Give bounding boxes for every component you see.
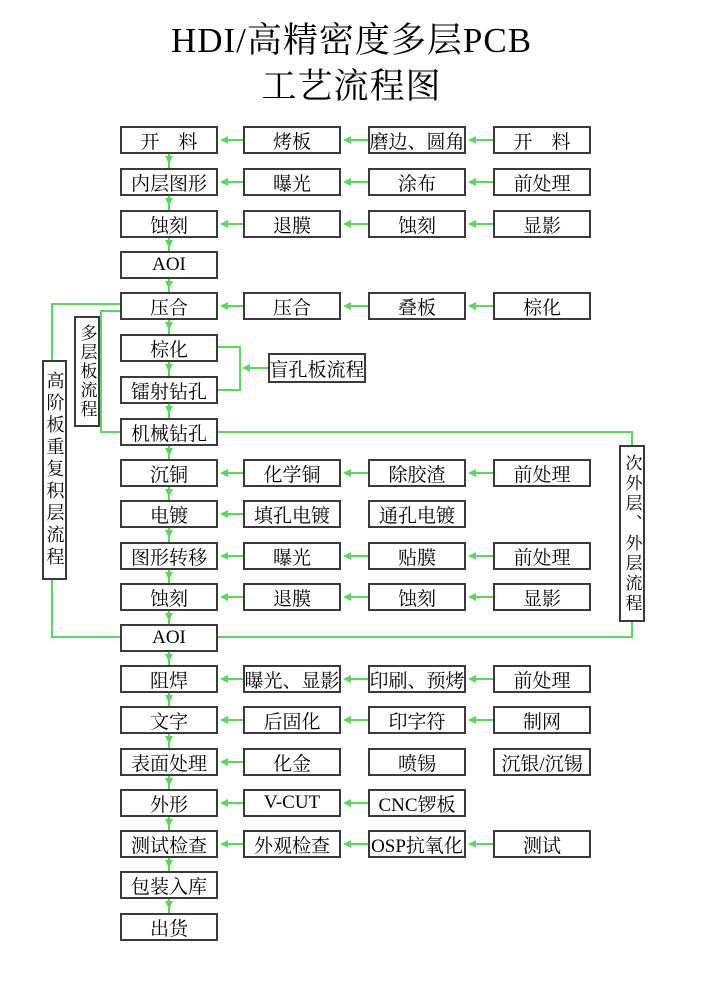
blind-via-arrow	[242, 364, 268, 372]
flow-node-r2c2: 曝光	[243, 168, 341, 196]
flow-node-r1c1: 开 料	[120, 126, 218, 154]
flow-node-r3c1: 蚀刻	[120, 210, 218, 238]
flow-node-r5c4: 棕化	[493, 292, 591, 320]
flow-node-r6c1: 棕化	[120, 334, 218, 362]
multilayer-loop-line	[101, 311, 120, 432]
side-label-outer-layer-process: 次外层、外层流程	[619, 445, 645, 622]
flow-node-r11c3: 贴膜	[368, 542, 466, 570]
flow-node-r10c3: 通孔电镀	[368, 500, 466, 528]
flow-node-r7c1: 镭射钻孔	[120, 376, 218, 404]
side-label-buildup-repeat-process: 高阶板重复积层流程	[42, 360, 67, 580]
flow-node-r18c3: OSP抗氧化	[368, 830, 466, 858]
flow-node-r12c1: 蚀刻	[120, 583, 218, 611]
flow-node-r15c3: 印字符	[368, 706, 466, 734]
flow-node-r11c4: 前处理	[493, 542, 591, 570]
flow-node-r16c4: 沉银/沉锡	[493, 748, 591, 776]
flow-node-r8c1: 机械钻孔	[120, 418, 218, 446]
flow-node-r20c1: 出货	[120, 913, 218, 941]
flow-node-r1c4: 开 料	[493, 126, 591, 154]
flow-node-r15c4: 制网	[493, 706, 591, 734]
flow-node-r11c1: 图形转移	[120, 542, 218, 570]
flow-node-r17c2: V-CUT	[243, 789, 341, 817]
flow-node-r16c2: 化金	[243, 748, 341, 776]
horizontal-arrows-col3-to-col2	[343, 136, 368, 848]
flow-node-r13c1: AOI	[120, 624, 218, 652]
flow-node-r9c2: 化学铜	[243, 459, 341, 487]
flow-node-r12c4: 显影	[493, 583, 591, 611]
flow-node-r15c1: 文字	[120, 706, 218, 734]
flow-node-r1c3: 磨边、圆角	[368, 126, 466, 154]
flow-node-r12c2: 退膜	[243, 583, 341, 611]
flow-node-r18c2: 外观检查	[243, 830, 341, 858]
flow-node-r5c2: 压合	[243, 292, 341, 320]
flow-node-r14c2: 曝光、显影	[243, 665, 341, 693]
flow-node-r1c2: 烤板	[243, 126, 341, 154]
flow-node-r17c1: 外形	[120, 789, 218, 817]
horizontal-arrows-col2-to-col1	[220, 136, 243, 848]
flow-node-r19c1: 包装入库	[120, 871, 218, 899]
flow-node-r11c2: 曝光	[243, 542, 341, 570]
flow-node-r3c2: 退膜	[243, 210, 341, 238]
flow-node-r17c3: CNC锣板	[368, 789, 466, 817]
flow-node-r5c1: 压合	[120, 292, 218, 320]
flow-node-r14c1: 阻焊	[120, 665, 218, 693]
flow-node-r9c4: 前处理	[493, 459, 591, 487]
flow-node-r2c3: 涂布	[368, 168, 466, 196]
flow-node-r12c3: 蚀刻	[368, 583, 466, 611]
flow-node-r16c3: 喷锡	[368, 748, 466, 776]
flow-node-blind-via-process: 盲孔板流程	[268, 353, 366, 383]
flow-node-r18c4: 测试	[493, 830, 591, 858]
flow-node-r10c1: 电镀	[120, 500, 218, 528]
flow-node-r2c1: 内层图形	[120, 168, 218, 196]
horizontal-arrows-col4-to-col3	[468, 136, 493, 848]
flow-node-r15c2: 后固化	[243, 706, 341, 734]
flow-node-r9c3: 除胶渣	[368, 459, 466, 487]
flow-node-r14c4: 前处理	[493, 665, 591, 693]
flow-node-r14c3: 印刷、预烤	[368, 665, 466, 693]
blind-via-bracket-line	[218, 347, 240, 390]
title-line-1: HDI/高精密度多层PCB	[170, 21, 533, 60]
flow-node-r9c1: 沉铜	[120, 459, 218, 487]
flow-node-r3c3: 蚀刻	[368, 210, 466, 238]
flow-node-r5c3: 叠板	[368, 292, 466, 320]
flow-node-r3c4: 显影	[493, 210, 591, 238]
flow-node-r18c1: 测试检查	[120, 830, 218, 858]
flow-node-r2c4: 前处理	[493, 168, 591, 196]
side-label-multilayer-process: 多层板流程	[74, 316, 100, 427]
flow-node-r16c1: 表面处理	[120, 748, 218, 776]
flow-node-r10c2: 填孔电镀	[243, 500, 341, 528]
flow-node-r4c1: AOI	[120, 251, 218, 279]
title-line-2: 工艺流程图	[261, 67, 442, 106]
